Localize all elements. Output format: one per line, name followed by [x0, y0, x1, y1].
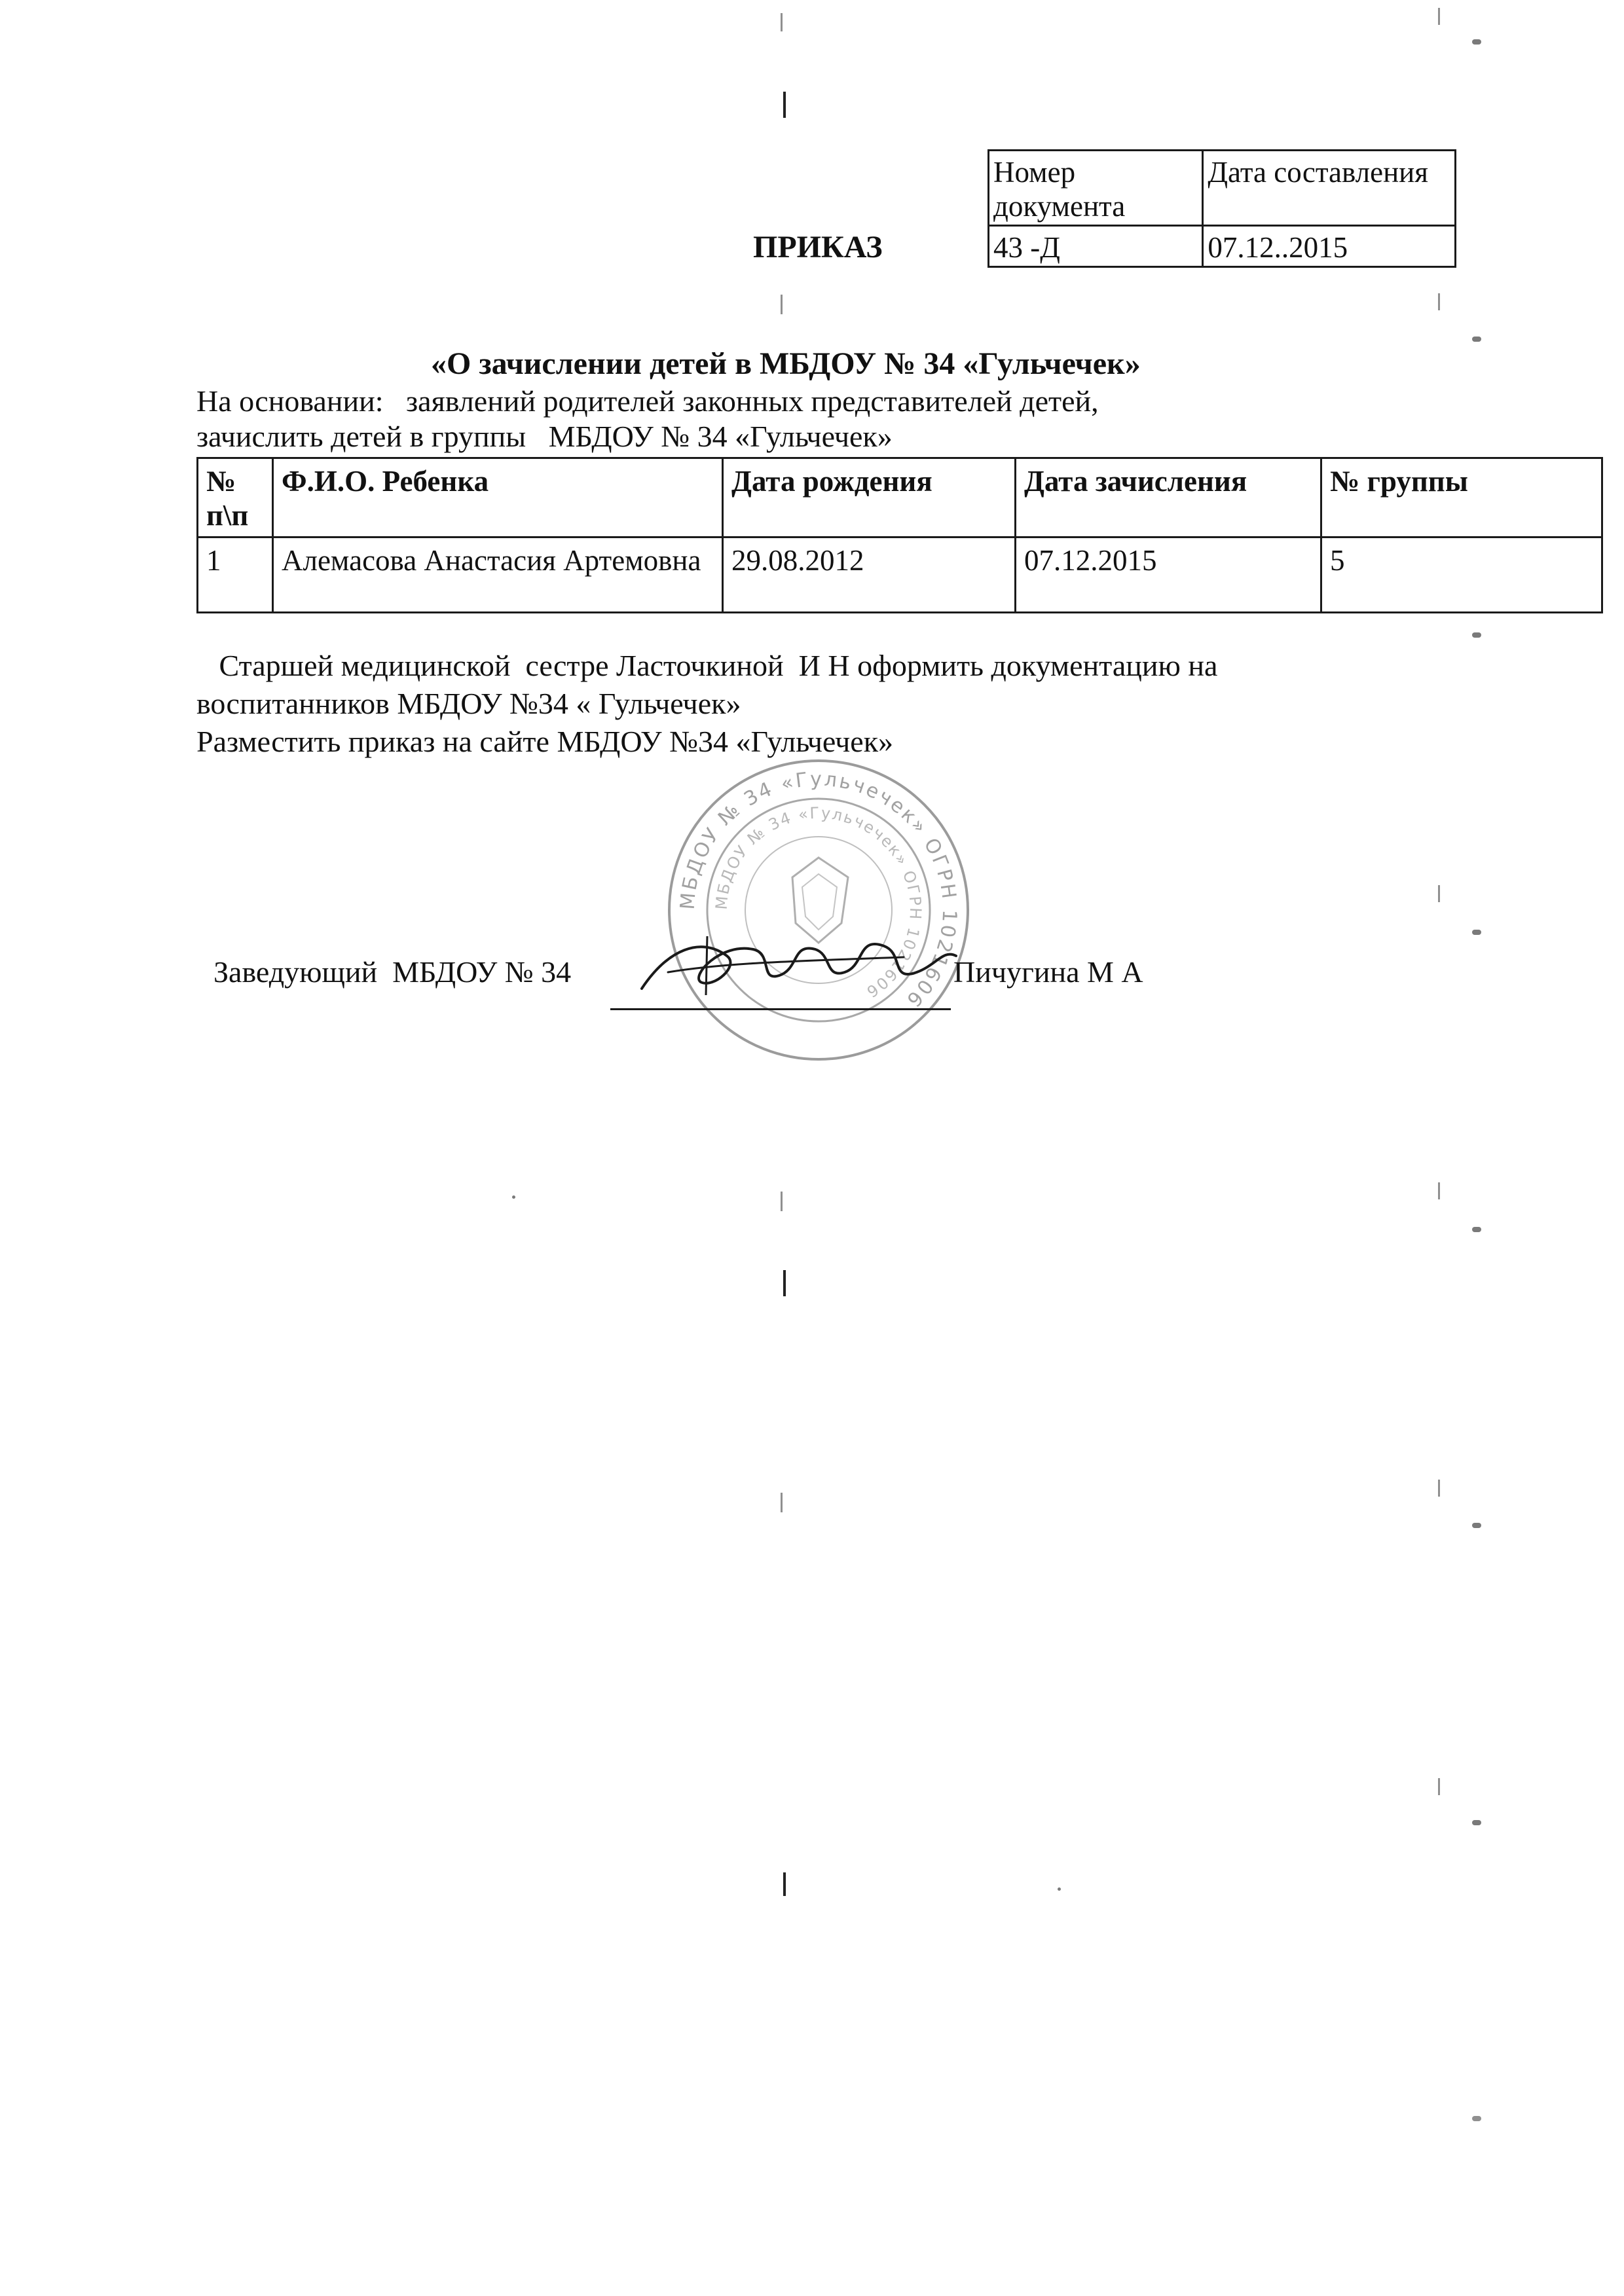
scan-speck — [1472, 930, 1481, 935]
document-number-header: Номер документа — [989, 151, 1203, 226]
stamp-inner-text: МБДОУ № 34 «Гульчечек» ОГРН 1021606 — [712, 803, 925, 1002]
basis-line-1: На основании: заявлений родителей законных представителей детей, — [196, 384, 1099, 418]
header-child-name: Ф.И.О. Ребенка — [273, 458, 723, 538]
header-group-number: № группы — [1321, 458, 1602, 538]
document-date-value: 07.12..2015 — [1203, 226, 1456, 267]
signatory-position: Заведующий МБДОУ № 34 — [213, 955, 572, 989]
scan-speck — [512, 1195, 515, 1199]
document-info-table — [987, 149, 1456, 268]
table-row — [198, 538, 1602, 613]
row-group-number: 5 — [1321, 538, 1602, 613]
scan-speck — [1058, 1887, 1061, 1891]
scan-mark — [781, 13, 783, 31]
row-birth-date: 29.08.2012 — [723, 538, 1016, 613]
scan-mark — [783, 1872, 786, 1896]
header-number: № п\п — [198, 458, 273, 538]
row-child-name: Алемасова Анастасия Артемовна — [273, 538, 723, 613]
document-number-value: 43 -Д — [989, 226, 1203, 267]
publish-instruction: Разместить приказ на сайте МБДОУ №34 «Гульчечек» — [196, 725, 894, 758]
scan-speck — [1472, 2116, 1481, 2121]
table-header-row — [198, 458, 1602, 538]
scan-mark — [1438, 293, 1440, 310]
instruction-line-2: воспитанников МБДОУ №34 « Гульчечек» — [196, 687, 741, 720]
scan-mark — [783, 92, 786, 118]
document-date-header: Дата составления — [1203, 151, 1456, 226]
scan-speck — [1472, 1227, 1481, 1232]
handwritten-signature — [629, 910, 969, 1015]
header-enrollment-date: Дата зачисления — [1016, 458, 1321, 538]
row-number: 1 — [198, 538, 273, 613]
scan-mark — [1438, 1182, 1440, 1199]
scan-speck — [1472, 1820, 1481, 1825]
scan-mark — [783, 1270, 786, 1296]
children-table — [196, 457, 1603, 613]
scan-mark — [1438, 8, 1440, 25]
scan-mark — [1438, 885, 1440, 902]
basis-line-2: зачислить детей в группы МБДОУ № 34 «Гульчечек» — [196, 420, 893, 453]
scan-speck — [1472, 337, 1481, 342]
scan-speck — [1472, 1523, 1481, 1528]
scan-mark — [781, 295, 783, 314]
scan-speck — [1472, 632, 1481, 638]
row-enrollment-date: 07.12.2015 — [1016, 538, 1321, 613]
document-title: ПРИКАЗ — [753, 230, 883, 264]
scan-mark — [781, 1192, 783, 1211]
stamp-outer-text: МБДОУ № 34 «Гульчечек» ОГРН 1021606 — [676, 767, 961, 1013]
scan-mark — [1438, 1778, 1440, 1795]
scan-mark — [781, 1493, 783, 1512]
scan-mark — [1438, 1480, 1440, 1497]
signatory-name: Пичугина М А — [953, 955, 1143, 989]
scan-speck — [1472, 39, 1481, 45]
document-subtitle: «О зачислении детей в МБДОУ № 34 «Гульчечек» — [431, 346, 1141, 381]
instruction-line-1: Старшей медицинской сестре Ласточкиной И Н оформить документацию на — [196, 649, 1218, 682]
header-birth-date: Дата рождения — [723, 458, 1016, 538]
